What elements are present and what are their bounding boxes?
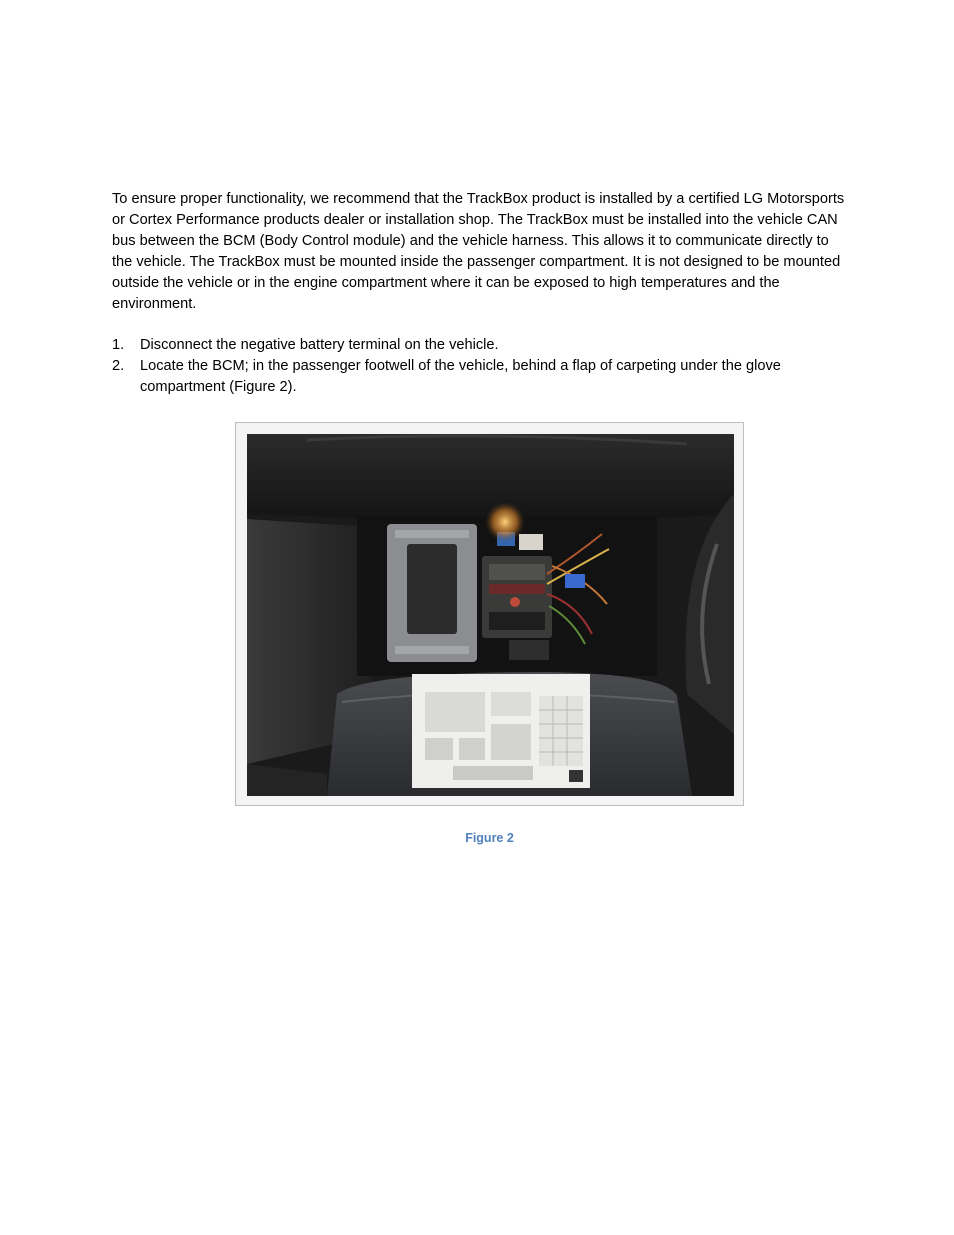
bcm-footwell-photo bbox=[247, 434, 734, 796]
list-item bbox=[112, 356, 847, 398]
installation-steps bbox=[112, 335, 847, 398]
step-text: Locate the BCM; in the passenger footwell of the vehicle, behind a flap of carpeting under the glove compartment (Figure 2). bbox=[140, 357, 781, 395]
figure-caption: Figure 2 bbox=[465, 831, 514, 845]
figure-frame bbox=[235, 422, 744, 806]
step-number: 1. bbox=[112, 337, 125, 353]
list-item bbox=[112, 335, 847, 356]
step-number: 2. bbox=[112, 357, 125, 374]
step-text: Disconnect the negative battery terminal on the vehicle. bbox=[140, 337, 499, 353]
intro-paragraph: To ensure proper functionality, we recommend that the TrackBox product is installed by a certified LG Motorsports or Cortex Performance products dealer or installation shop. The TrackBox must be installed into the vehicle CAN bus between the BCM (Body Control module) and the vehicle harness. This allows it to communicate directly to the vehicle. The TrackBox must be mounted inside the passenger compartment. It is not designed to be mounted outside the vehicle or in the engine compartment where it can be exposed to high temperatures and the environment. bbox=[112, 191, 845, 312]
